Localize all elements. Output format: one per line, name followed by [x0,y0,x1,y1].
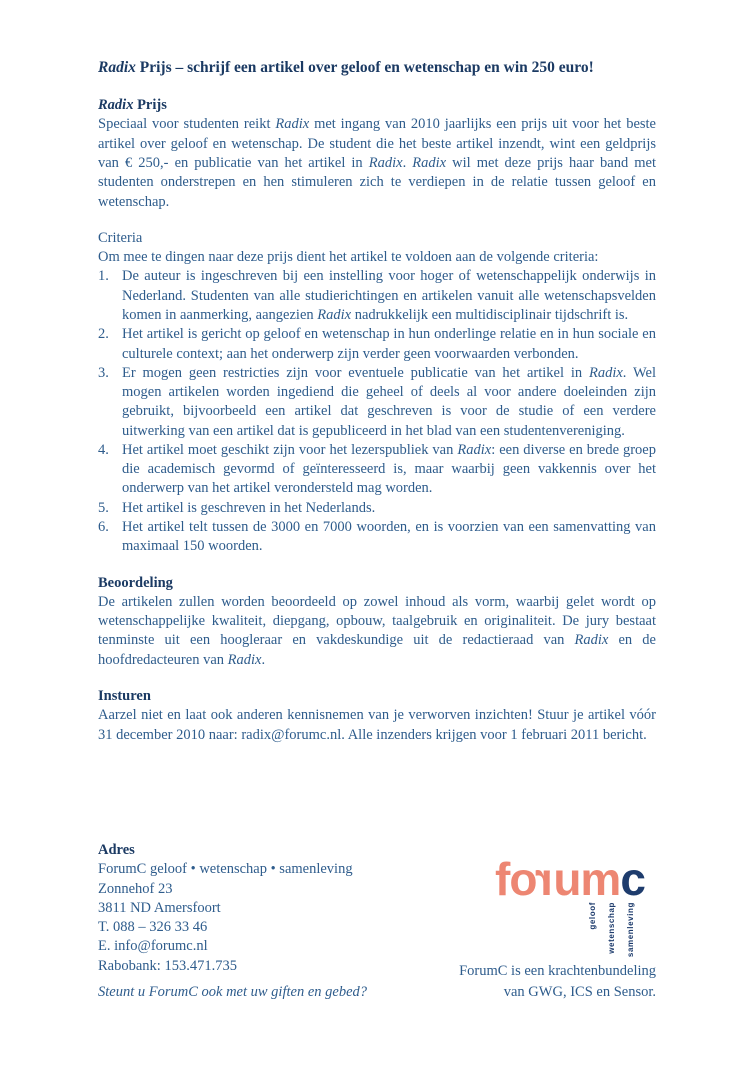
logo-letter-mirrored-r: r [536,853,554,905]
forumc-logo [495,853,645,905]
criteria-item-text: Het artikel telt tussen de 3000 en 7000 woorden, en is voorzien van een samenvatting van maximaal 150 woorden. [122,519,656,555]
address-line: Zonnehof 23 [98,880,173,897]
insturen-heading: Insturen [98,688,151,705]
section-criteria [98,229,656,557]
criteria-item [98,441,656,499]
logo-tagline-wetenschap: wetenschap [607,902,616,954]
criteria-item-text: Het artikel is geschreven in het Nederlands. [122,499,376,516]
criteria-heading: Criteria [98,229,143,246]
beoordeling-paragraph: De artikelen zullen worden beoordeeld op zowel inhoud als vorm, waarbij gelet wordt op wetenschappelijke kwaliteit, diepgang, opbouw, taalgebruik en originaliteit. De jury bestaat tenminste uit een hoogleraar en vakdeskundige uit de redactieraad van Radix en de hoofdredacteuren van Radix. [98,593,656,668]
criteria-item [98,364,656,441]
criteria-item [98,499,656,518]
criteria-item-text: Het artikel is gericht op geloof en wetenschap in hun onderlinge relatie en in hun sociale en culturele context; aan het onderwerp zijn verder geen voorwaarden verbonden. [122,326,656,362]
criteria-item-number: 6. [98,519,109,536]
insturen-paragraph: Aarzel niet en laat ook anderen kennisnemen van je verworven inzichten! Stuur je artikel vóór 31 december 2010 naar: radix@forumc.nl. Alle inzenders krijgen voor 1 februari 2011 bericht. [98,707,656,743]
document-title: Radix Prijs – schrijf een artikel over geloof en wetenschap en win 250 euro! [98,59,594,76]
address-line: Rabobank: 153.471.735 [98,957,237,974]
logo-letter-c: c [620,853,645,905]
krachtenbundeling-line2: van GWG, ICS en Sensor. [503,984,656,1001]
section-radix-prijs [98,96,656,212]
criteria-item-text: De auteur is ingeschreven bij een instelling voor hoger of wetenschappelijk onderwijs in Nederland. Studenten van alle studierichtingen en artikelen vanuit alle wetenschapsvelden komen in aanmerking, aangezien Radix nadrukkelijk een multidisciplinair tijdschrift is. [122,268,656,323]
support-question: Steunt u ForumC ook met uw giften en gebed? [98,984,368,1000]
criteria-item-number: 1. [98,268,109,285]
criteria-item-number: 2. [98,326,109,343]
krachtenbundeling-line1: ForumC is een krachtenbundeling [459,963,656,979]
logo-tagline-geloof: geloof [588,902,597,930]
criteria-item-text: Het artikel moet geschikt zijn voor het lezerspubliek van Radix: een diverse en brede groep die academisch gevormd of geïnteresseerd is, maar waarbij geen vakkennis over het onderwerp van het artikel verondersteld mag worden. [122,441,656,497]
address-line: 3811 ND Amersfoort [98,899,221,916]
section-beoordeling [98,574,656,670]
radix-prijs-heading: Radix Prijs [98,97,167,114]
krachtenbundeling-text [459,961,656,1003]
logo-letters-um: um [553,853,621,905]
document-body [98,58,656,762]
criteria-item [98,518,656,557]
address-line: E. info@forumc.nl [98,938,208,955]
logo-tagline-samenleving: samenleving [626,902,635,958]
criteria-item-number: 4. [98,441,109,458]
criteria-list [98,267,656,556]
address-heading: Adres [98,842,135,858]
section-insturen [98,687,656,745]
criteria-item-number: 3. [98,364,109,381]
logo-letters-fo: fo [495,853,537,905]
criteria-item [98,325,656,364]
address-block [98,841,353,976]
address-line: ForumC geloof • wetenschap • samenleving [98,861,353,878]
address-line: T. 088 – 326 33 46 [98,919,208,936]
beoordeling-heading: Beoordeling [98,574,173,591]
radix-prijs-paragraph: Speciaal voor studenten reikt Radix met ingang van 2010 jaarlijks een prijs uit voor het beste artikel over geloof en wetenschap. De student die het beste artikel inzendt, wint een geldprijs van € 250,- en publicatie van het artikel in Radix. Radix wil met deze prijs haar band met studenten onderstrepen en hen stimuleren zich te verdiepen in de relatie tussen geloof en wetenschap. [98,116,656,210]
criteria-intro: Om mee te dingen naar deze prijs dient het artikel te voldoen aan de volgende criteria: [98,249,599,266]
criteria-item-text: Er mogen geen restricties zijn voor eventuele publicatie van het artikel in Radix. Wel mogen artikelen worden ingediend die geheel of deels al voor andere doeleinden zijn gebruikt, bijvoorbeeld een artikel dat geschreven is voor de studie of een verdere uitwerking van een artikel dat is gepubliceerd in het blad van een studentenvereniging. [122,364,656,439]
criteria-item-number: 5. [98,499,109,516]
criteria-item [98,267,656,325]
address-lines [98,860,353,976]
